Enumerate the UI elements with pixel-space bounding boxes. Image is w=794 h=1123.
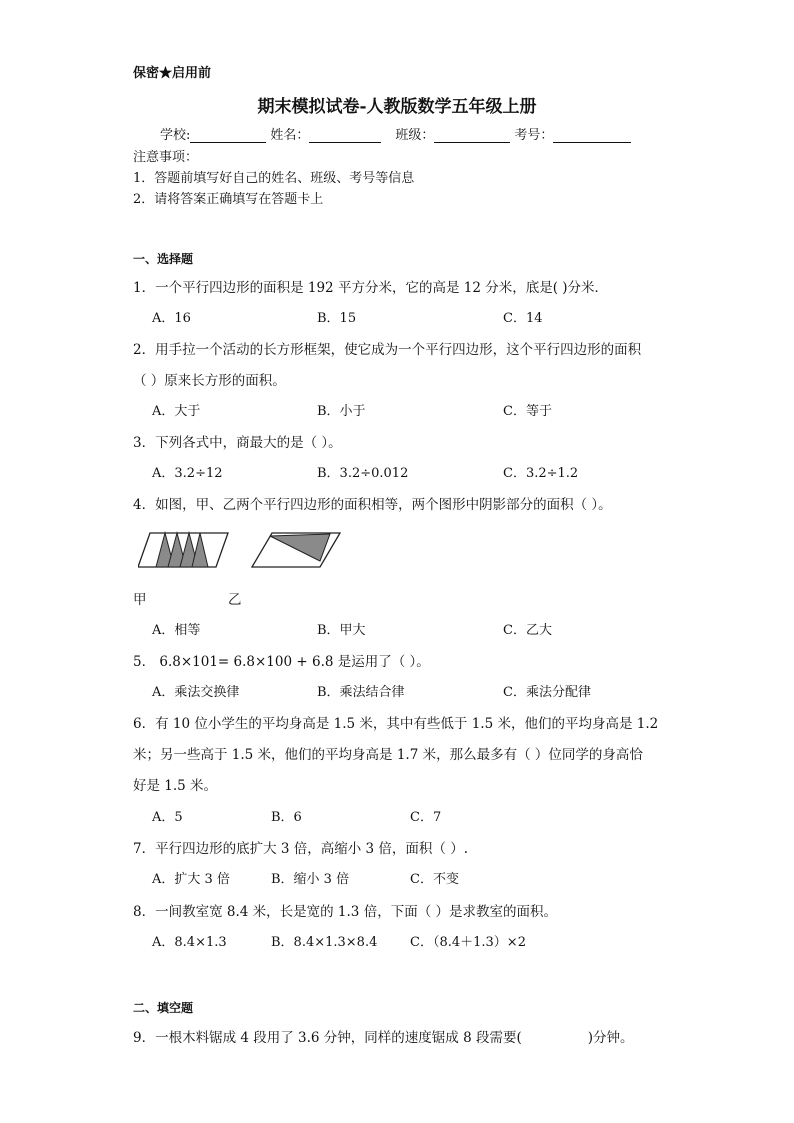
name-label: 姓名： (270, 128, 310, 143)
school-label: 学校: (160, 128, 191, 143)
option-7b[interactable]: B．缩小 3 倍 (271, 872, 350, 887)
option-6a[interactable]: A．5 (152, 810, 183, 825)
question-6-line-3: 好是 1.5 米。 (133, 778, 218, 794)
option-7c[interactable]: C．不变 (410, 872, 459, 887)
confidential-label: 保密★启用前 (133, 66, 212, 81)
option-7a[interactable]: A．扩大 3 倍 (152, 872, 230, 887)
student-info-row (160, 124, 635, 143)
option-6c[interactable]: C．7 (410, 810, 442, 825)
option-5c[interactable]: C．乘法分配律 (503, 685, 591, 700)
option-8b[interactable]: B．8.4×1.3×8.4 (271, 935, 378, 950)
question-9-before: 9．一根木料锯成 4 段用了 3.6 分钟，同样的速度锯成 8 段需要( (133, 1030, 522, 1046)
section-heading-choice: 一、选择题 (133, 252, 194, 266)
exam-number-label: 考号： (514, 128, 554, 143)
option-1c[interactable]: C．14 (503, 311, 543, 326)
option-6b[interactable]: B．6 (271, 810, 302, 825)
question-6-line-1: 6．有 10 位小学生的平均身高是 1.5 米，其中有些低于 1.5 米，他们的平均身高是 1.2 (133, 716, 659, 732)
parallelogram-jia-figure (138, 531, 230, 569)
question-1: 1．一个平行四边形的面积是 192 平方分米，它的高是 12 分米，底是( )分米． (133, 280, 609, 296)
question-7: 7．平行四边形的底扩大 3 倍，高缩小 3 倍，面积（ ）. (133, 841, 469, 857)
option-3a[interactable]: A．3.2÷12 (152, 466, 223, 481)
question-6-line-2: 米；另一些高于 1.5 米，他们的平均身高是 1.7 米，那么最多有（ ）位同学的身高恰 (133, 747, 643, 763)
question-4: 4．如图，甲、乙两个平行四边形的面积相等，两个图形中阴影部分的面积（ ）。 (133, 497, 612, 513)
exam-number-field[interactable] (553, 128, 631, 143)
class-field[interactable] (434, 128, 510, 143)
page-title: 期末模拟试卷-人教版数学五年级上册 (257, 97, 537, 117)
figure-label-yi: 乙 (228, 592, 242, 608)
question-9 (133, 1026, 634, 1046)
option-1a[interactable]: A．16 (152, 311, 191, 326)
option-1b[interactable]: B．15 (317, 311, 357, 326)
notes-heading: 注意事项： (133, 150, 199, 165)
option-3c[interactable]: C．3.2÷1.2 (503, 466, 579, 481)
option-8c[interactable]: C．（8.4＋1.3）×2 (410, 935, 526, 950)
question-2-line-2: （ ）原来长方形的面积。 (133, 373, 286, 389)
section-heading-fill: 二、填空题 (133, 1001, 194, 1015)
option-2c[interactable]: C．等于 (503, 404, 552, 419)
figure-label-jia: 甲 (133, 592, 147, 608)
note-item: 2．请将答案正确填写在答题卡上 (133, 192, 324, 207)
option-2a[interactable]: A．大于 (152, 404, 201, 419)
option-8a[interactable]: A．8.4×1.3 (152, 935, 227, 950)
school-field[interactable] (190, 128, 266, 143)
option-4b[interactable]: B．甲大 (317, 623, 366, 638)
note-item: 1．答题前填写好自己的姓名、班级、考号等信息 (133, 171, 415, 186)
option-3b[interactable]: B．3.2÷0.012 (317, 466, 409, 481)
parallelogram-yi-figure (250, 531, 342, 569)
option-5a[interactable]: A．乘法交换律 (152, 685, 240, 700)
question-5: 5． 6.8×101= 6.8×100 + 6.8 是运用了（ ）。 (133, 654, 430, 670)
option-5b[interactable]: B．乘法结合律 (317, 685, 405, 700)
question-3: 3．下列各式中，商最大的是（ ）。 (133, 435, 342, 451)
option-4a[interactable]: A．相等 (152, 623, 201, 638)
question-9-after: )分钟。 (587, 1030, 634, 1046)
option-2b[interactable]: B．小于 (317, 404, 366, 419)
question-8: 8．一间教室宽 8.4 米，长是宽的 1.3 倍，下面（ ）是求教室的面积。 (133, 904, 557, 920)
class-label: 班级： (395, 128, 435, 143)
name-field[interactable] (309, 128, 381, 143)
option-4c[interactable]: C．乙大 (503, 623, 552, 638)
question-2-line-1: 2．用手拉一个活动的长方形框架，使它成为一个平行四边形，这个平行四边形的面积 (133, 342, 642, 358)
